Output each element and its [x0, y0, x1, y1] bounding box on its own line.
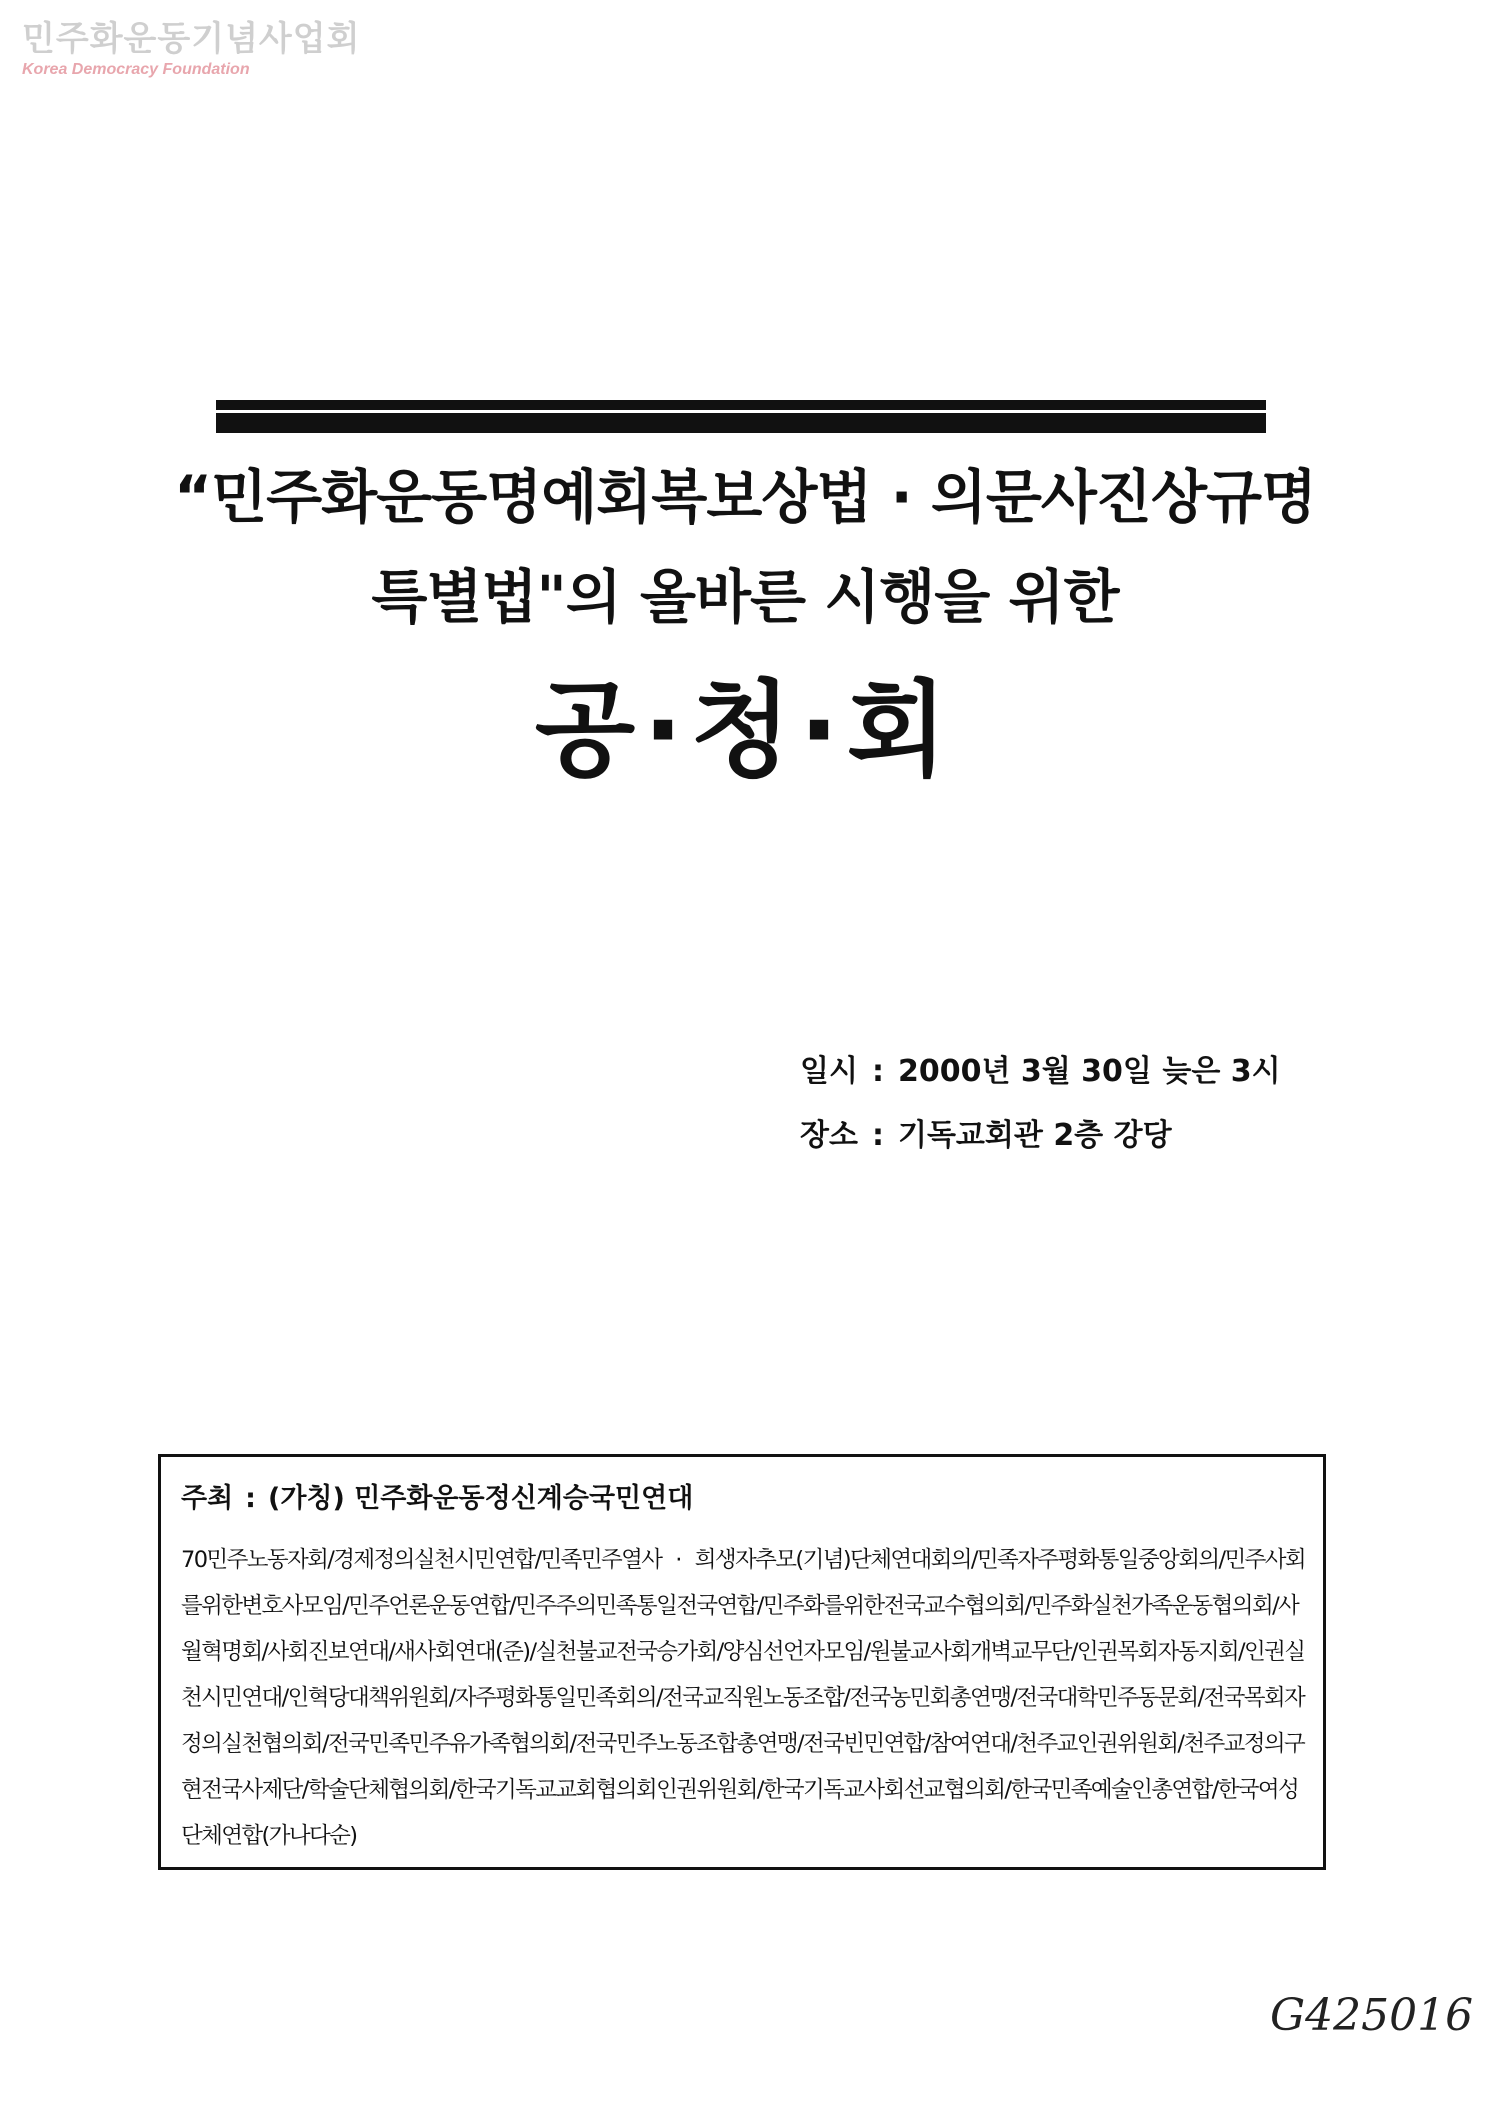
watermark-korean: 민주화운동기념사업회	[22, 19, 361, 59]
host-label: 주최	[181, 1483, 234, 1514]
title-rule-thin	[216, 400, 1266, 410]
event-place	[800, 1116, 1360, 1156]
place-label: 장소	[800, 1118, 858, 1153]
place-separator: :	[871, 1118, 884, 1153]
host-heading	[181, 1479, 1305, 1519]
date-separator: :	[871, 1054, 884, 1089]
foundation-watermark	[22, 18, 361, 80]
date-value: 2000년 3월 30일 늦은 3시	[897, 1054, 1281, 1089]
watermark-english: Korea Democracy Foundation	[22, 61, 250, 78]
title-rule-thick	[216, 413, 1266, 433]
host-box	[158, 1454, 1326, 1870]
date-label: 일시	[800, 1054, 858, 1089]
host-separator: :	[245, 1483, 256, 1514]
event-date	[800, 1052, 1360, 1092]
title-line-2: 특별법"의 올바른 시행을 위한	[371, 563, 1119, 631]
place-value: 기독교회관 2층 강당	[897, 1118, 1172, 1153]
document-id: G425016	[1270, 1990, 1474, 2041]
host-name: (가칭) 민주화운동정신계승국민연대	[267, 1483, 694, 1514]
host-organizations: 70민주노동자회/경제정의실천시민연합/민족민주열사 · 희생자추모(기념)단체연대회의/민족자주평화통일중앙회의/민주사회를위한변호사모임/민주언론운동연합/민주주의민족통일전국연합/민주화를위한전국교수협의회/민주화실천가족운동협의회/사월혁명회/사회진보연대/새사회연대(준)/실천불교전국승가회/양심선언자모임/원불교사회개벽교무단/인권목회자동지회/인권실천시민연대/인혁당대책위원회/자주평화통일민족회의/전국교직원노동조합/전국농민회총연맹/전국대학민주동문회/전국목회자정의실천협의회/전국민족민주유가족협의회/전국민주노동조합총연맹/전국빈민연합/참여연대/천주교인권위원회/천주교정의구현전국사제단/학술단체협의회/한국기독교교회협의회인권위원회/한국기독교사회선교협의회/한국민족예술인총연합/한국여성단체연합(가나다순)	[181, 1547, 1305, 1849]
title-line-1: “민주화운동명예회복보상법 · 의문사진상규명	[173, 463, 1317, 531]
main-title: 공·청·회	[534, 669, 956, 791]
